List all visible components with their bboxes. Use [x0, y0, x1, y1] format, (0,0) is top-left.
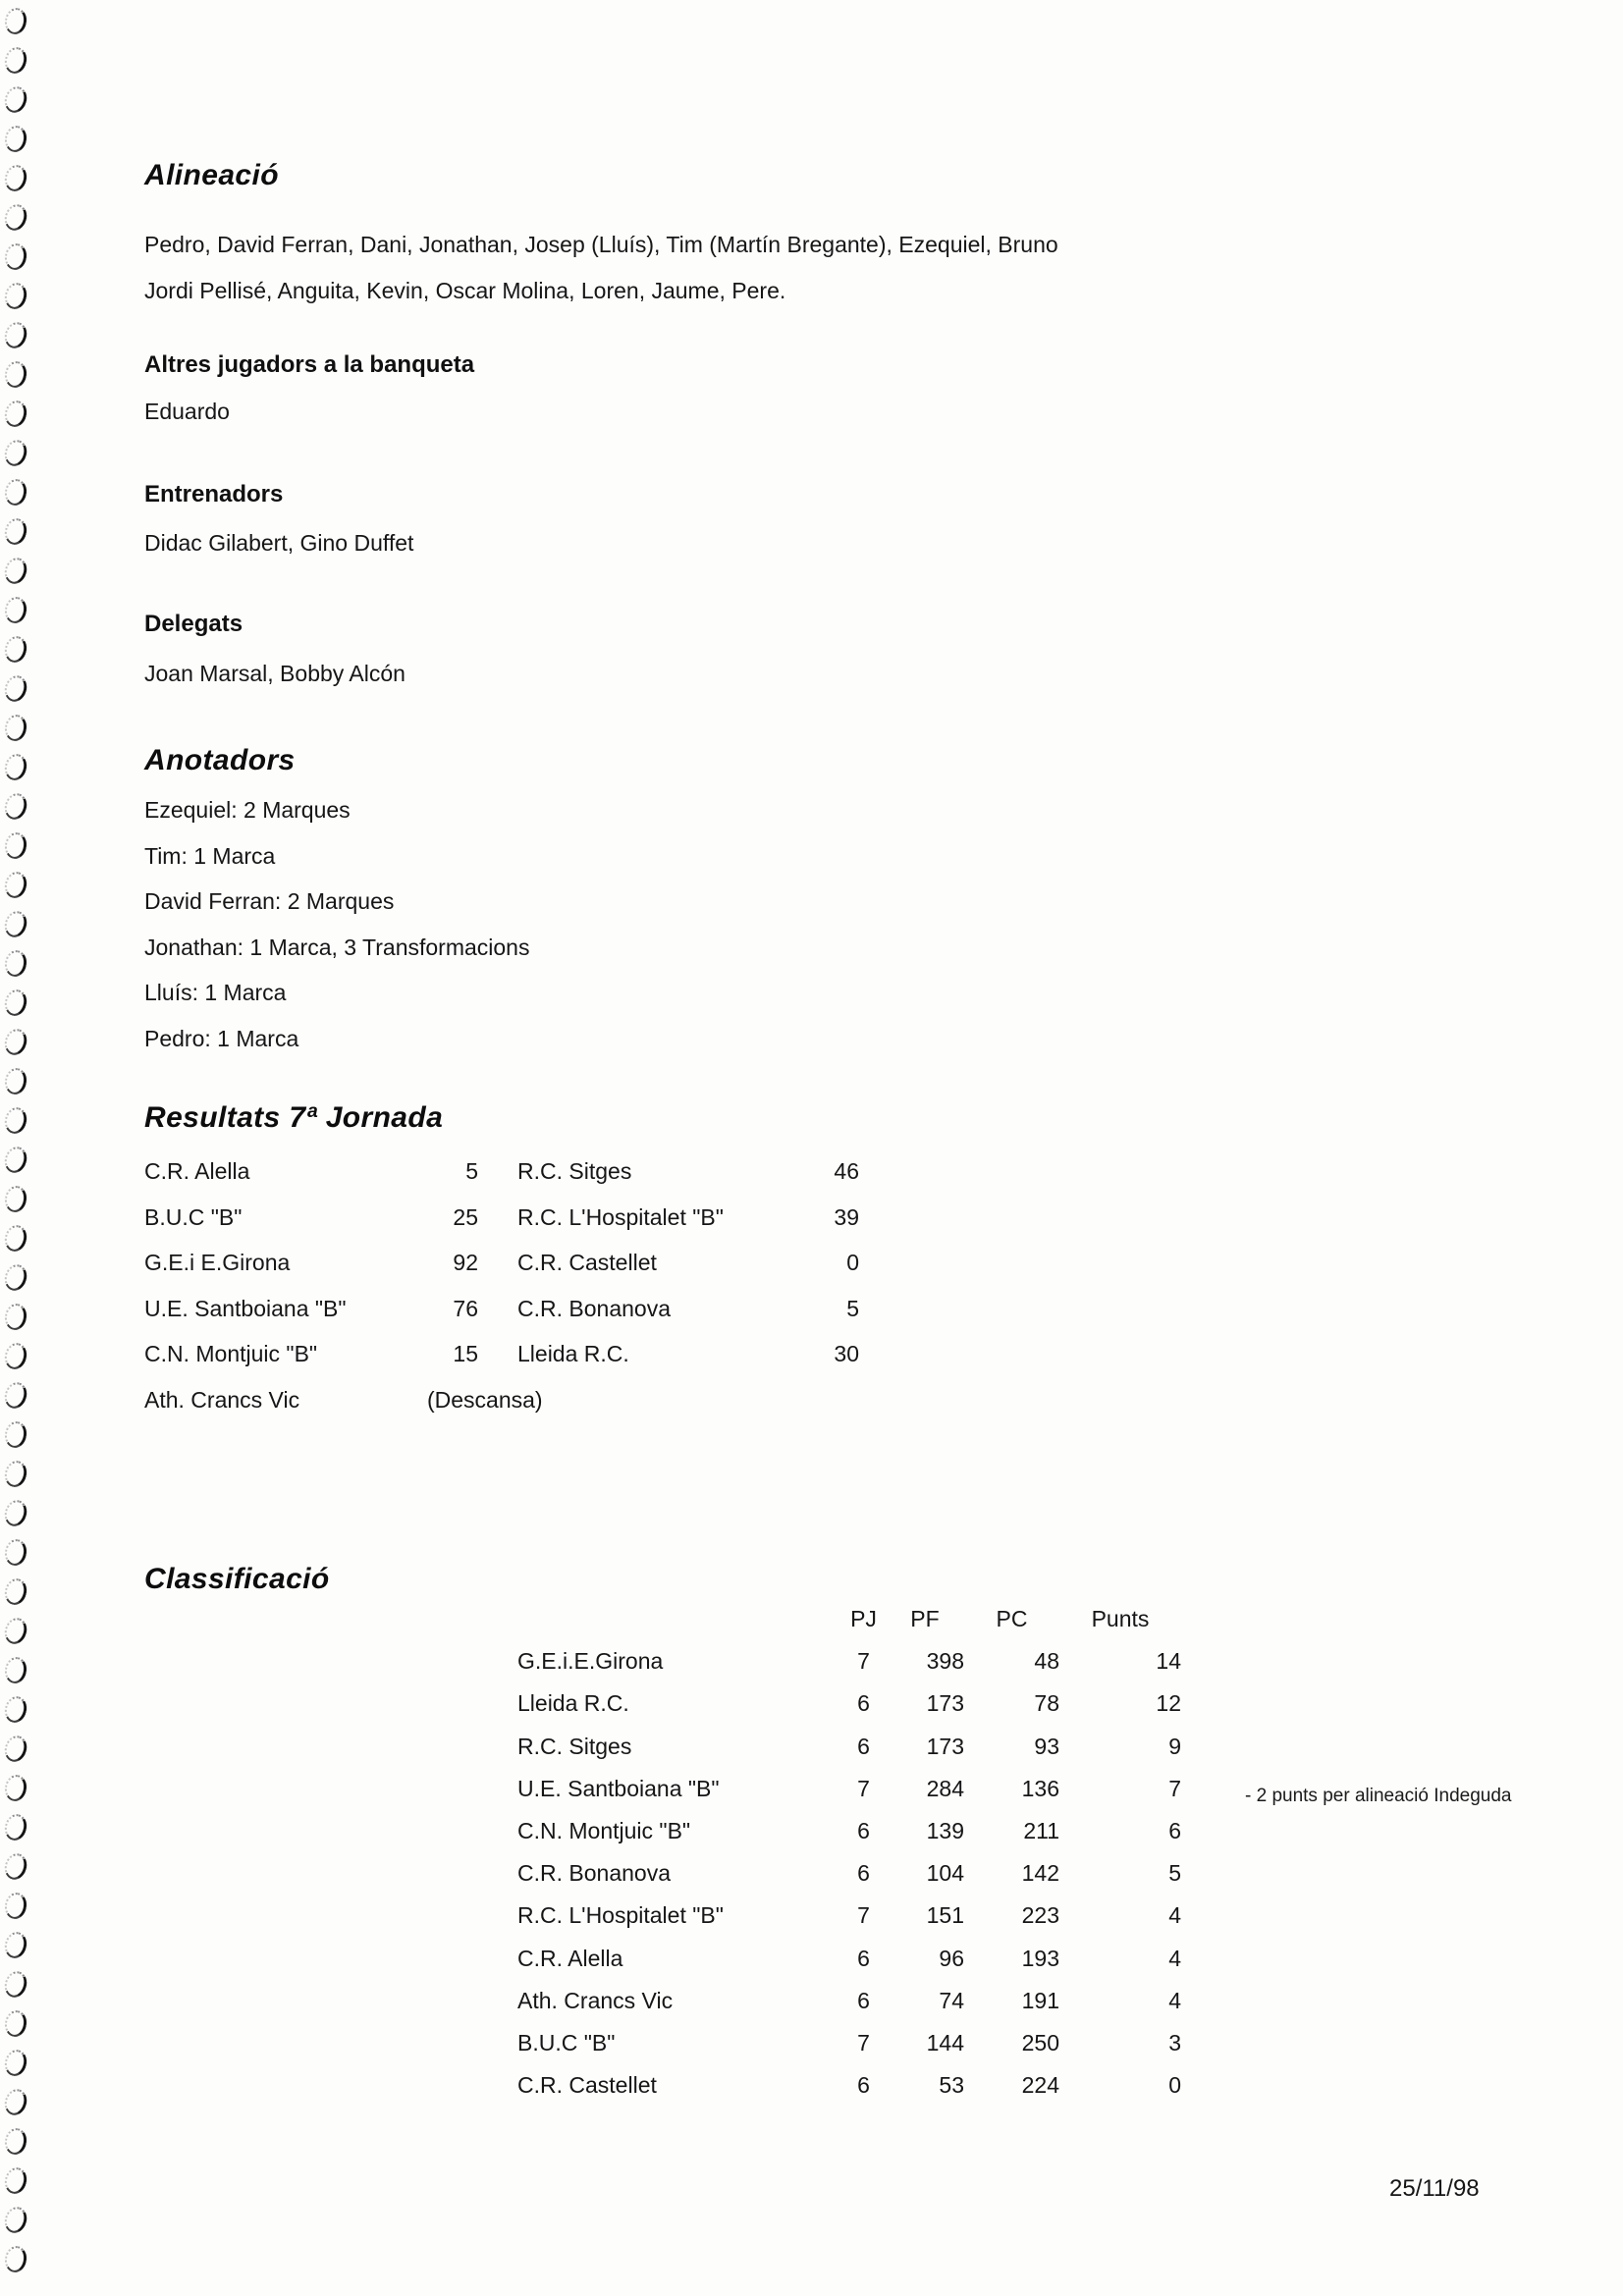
result-row [144, 1158, 859, 1185]
team-name: C.R. Bonanova [517, 1860, 671, 1887]
table-row [517, 1734, 1181, 1776]
table-header-row [517, 1606, 1181, 1648]
table-row [517, 2030, 1181, 2072]
punts-value: 14 [1156, 1648, 1181, 1675]
team-name: C.N. Montjuic "B" [517, 1817, 691, 1843]
team-name: G.E.i.E.Girona [517, 1648, 664, 1675]
home-score: 25 [453, 1204, 478, 1230]
section-heading-classificacio: Classificació [144, 1563, 330, 1595]
punts-value: 4 [1168, 1902, 1181, 1929]
table-row [517, 1860, 1181, 1902]
anotador-line: Lluís: 1 Marca [144, 980, 287, 1006]
home-score: 76 [453, 1296, 478, 1321]
home-team: B.U.C "B" [144, 1204, 243, 1230]
section-heading-entrenadors: Entrenadors [144, 481, 284, 507]
alineacio-players-line2: Jordi Pellisé, Anguita, Kevin, Oscar Molina, Loren, Jaume, Pere. [144, 278, 786, 303]
result-row-descansa [144, 1387, 543, 1414]
team-name: R.C. L'Hospitalet "B" [517, 1902, 724, 1929]
punts-value: 3 [1168, 2029, 1181, 2056]
penalty-note: - 2 punts per alineació Indeguda [1245, 1786, 1512, 1806]
punts-value: 0 [1168, 2072, 1181, 2099]
delegats-names: Joan Marsal, Bobby Alcón [144, 661, 406, 686]
pf-value: 173 [926, 1690, 964, 1717]
result-row [144, 1341, 859, 1367]
home-score: 92 [453, 1250, 478, 1275]
team-name: C.R. Alella [517, 1945, 623, 1971]
pc-value: 48 [1034, 1648, 1059, 1675]
pj-value: 6 [857, 1945, 870, 1971]
pc-value: 223 [1021, 1902, 1059, 1929]
away-team: C.R. Castellet [517, 1250, 657, 1275]
home-team: C.N. Montjuic "B" [144, 1341, 318, 1366]
punts-value: 5 [1168, 1860, 1181, 1887]
pj-value: 7 [857, 2029, 870, 2056]
table-row [517, 1690, 1181, 1733]
away-team: R.C. Sitges [517, 1158, 632, 1184]
pj-value: 7 [857, 1648, 870, 1675]
section-heading-anotadors: Anotadors [144, 744, 296, 776]
pj-value: 7 [857, 1775, 870, 1801]
pc-value: 191 [1021, 1987, 1059, 2013]
table-row [517, 1776, 1181, 1818]
team-name: B.U.C "B" [517, 2029, 616, 2056]
table-row [517, 1648, 1181, 1690]
away-score: 30 [834, 1341, 859, 1366]
punts-value: 7 [1168, 1775, 1181, 1801]
col-header-pc: PC [996, 1606, 1028, 1631]
pf-value: 139 [926, 1817, 964, 1843]
table-row [517, 1988, 1181, 2030]
home-score: 15 [453, 1341, 478, 1366]
away-team: Lleida R.C. [517, 1341, 629, 1366]
anotador-line: Ezequiel: 2 Marques [144, 797, 351, 823]
away-team: R.C. L'Hospitalet "B" [517, 1204, 724, 1230]
result-row [144, 1250, 859, 1276]
document-date: 25/11/98 [1389, 2175, 1480, 2202]
pf-value: 53 [939, 2072, 964, 2099]
home-team: Ath. Crancs Vic [144, 1387, 300, 1413]
pc-value: 93 [1034, 1733, 1059, 1759]
pf-value: 96 [939, 1945, 964, 1971]
col-header-punts: Punts [1091, 1606, 1150, 1631]
section-heading-delegats: Delegats [144, 611, 243, 637]
pj-value: 6 [857, 1860, 870, 1887]
pc-value: 250 [1021, 2029, 1059, 2056]
away-score: 39 [834, 1204, 859, 1230]
section-heading-banqueta: Altres jugadors a la banqueta [144, 351, 475, 378]
anotador-line: Jonathan: 1 Marca, 3 Transformacions [144, 934, 530, 960]
col-header-pf: PF [910, 1606, 940, 1631]
pc-value: 142 [1021, 1860, 1059, 1887]
pf-value: 74 [939, 1987, 964, 2013]
pc-value: 224 [1021, 2072, 1059, 2099]
col-header-pj: PJ [850, 1606, 877, 1631]
pf-value: 398 [926, 1648, 964, 1675]
team-name: R.C. Sitges [517, 1733, 632, 1759]
classification-table [517, 1606, 1181, 2114]
home-score: 5 [465, 1158, 478, 1184]
section-heading-resultats: Resultats 7ª Jornada [144, 1101, 444, 1134]
pc-value: 78 [1034, 1690, 1059, 1717]
away-team: C.R. Bonanova [517, 1296, 671, 1321]
home-team: G.E.i E.Girona [144, 1250, 291, 1275]
punts-value: 12 [1156, 1690, 1181, 1717]
table-row [517, 1818, 1181, 1860]
pc-value: 136 [1021, 1775, 1059, 1801]
banqueta-players: Eduardo [144, 399, 230, 424]
table-row [517, 1902, 1181, 1945]
pj-value: 6 [857, 1690, 870, 1717]
alineacio-players-line1: Pedro, David Ferran, Dani, Jonathan, Josep (Lluís), Tim (Martín Bregante), Ezequiel, Bruno [144, 232, 1058, 257]
pj-value: 6 [857, 2072, 870, 2099]
section-heading-alineacio: Alineació [144, 159, 279, 191]
pj-value: 6 [857, 1817, 870, 1843]
pc-value: 193 [1021, 1945, 1059, 1971]
result-row [144, 1296, 859, 1322]
result-row [144, 1204, 859, 1231]
table-row [517, 1946, 1181, 1988]
team-name: Lleida R.C. [517, 1690, 629, 1717]
table-row [517, 2072, 1181, 2114]
team-name: C.R. Castellet [517, 2072, 657, 2099]
home-team: C.R. Alella [144, 1158, 250, 1184]
pf-value: 151 [926, 1902, 964, 1929]
pf-value: 284 [926, 1775, 964, 1801]
anotador-line: Tim: 1 Marca [144, 842, 276, 869]
pj-value: 7 [857, 1902, 870, 1929]
pf-value: 173 [926, 1733, 964, 1759]
entrenadors-names: Didac Gilabert, Gino Duffet [144, 530, 414, 556]
spiral-binding [5, 8, 27, 2272]
anotadors-list [144, 797, 529, 1072]
punts-value: 9 [1168, 1733, 1181, 1759]
punts-value: 6 [1168, 1817, 1181, 1843]
descansa-label: (Descansa) [427, 1387, 543, 1413]
team-name: Ath. Crancs Vic [517, 1987, 674, 2013]
team-name: U.E. Santboiana "B" [517, 1775, 720, 1801]
pf-value: 104 [926, 1860, 964, 1887]
punts-value: 4 [1168, 1987, 1181, 2013]
pf-value: 144 [926, 2029, 964, 2056]
away-score: 5 [846, 1296, 859, 1321]
away-score: 46 [834, 1158, 859, 1184]
pj-value: 6 [857, 1733, 870, 1759]
anotador-line: David Ferran: 2 Marques [144, 888, 395, 915]
pc-value: 211 [1023, 1817, 1059, 1843]
punts-value: 4 [1168, 1945, 1181, 1971]
away-score: 0 [846, 1250, 859, 1275]
home-team: U.E. Santboiana "B" [144, 1296, 347, 1321]
pj-value: 6 [857, 1987, 870, 2013]
anotador-line: Pedro: 1 Marca [144, 1025, 299, 1051]
